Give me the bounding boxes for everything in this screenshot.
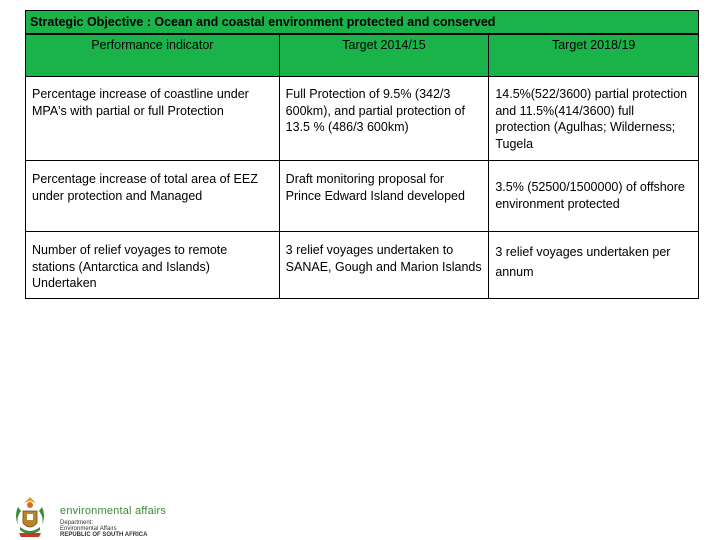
table-cell: 3 relief voyages undertaken to SANAE, Gough and Marion Islands	[279, 232, 489, 299]
logo-country: REPUBLIC OF SOUTH AFRICA	[60, 532, 148, 538]
header-performance-indicator: Performance indicator	[26, 34, 280, 77]
table-cell: 3 relief voyages undertaken per annum	[489, 232, 699, 299]
table-cell: Full Protection of 9.5% (342/3 600km), and partial protection of 13.5 % (486/3 600km)	[279, 77, 489, 161]
coat-of-arms-icon	[10, 495, 50, 540]
performance-table	[25, 10, 699, 299]
header-target-2014-15: Target 2014/15	[279, 34, 489, 77]
objective-row	[26, 11, 699, 35]
table-cell: Percentage increase of total area of EEZ under protection and Managed	[26, 161, 280, 232]
table-cell: Number of relief voyages to remote stations (Antarctica and Islands) Undertaken	[26, 232, 280, 299]
table-cell: Draft monitoring proposal for Prince Edward Island developed	[279, 161, 489, 232]
header-target-2018-19: Target 2018/19	[489, 34, 699, 77]
table-row	[26, 232, 699, 299]
header-row	[26, 34, 699, 77]
logo-title: environmental affairs	[60, 505, 167, 517]
logo-department-name: Environmental Affairs	[60, 526, 117, 532]
table-cell: Percentage increase of coastline under MPA's with partial or full Protection	[26, 77, 280, 161]
table-cell: 3.5% (52500/1500000) of offshore environment protected	[489, 161, 699, 232]
strategic-objective: Strategic Objective : Ocean and coastal environment protected and conserved	[26, 11, 699, 35]
table-row	[26, 77, 699, 161]
table-cell: 14.5%(522/3600) partial protection and 11.5%(414/3600) full protection (Agulhas; Wilderness; Tugela	[489, 77, 699, 161]
department-logo	[10, 495, 210, 540]
logo-department-label: Department:	[60, 520, 94, 526]
table-row	[26, 161, 699, 232]
